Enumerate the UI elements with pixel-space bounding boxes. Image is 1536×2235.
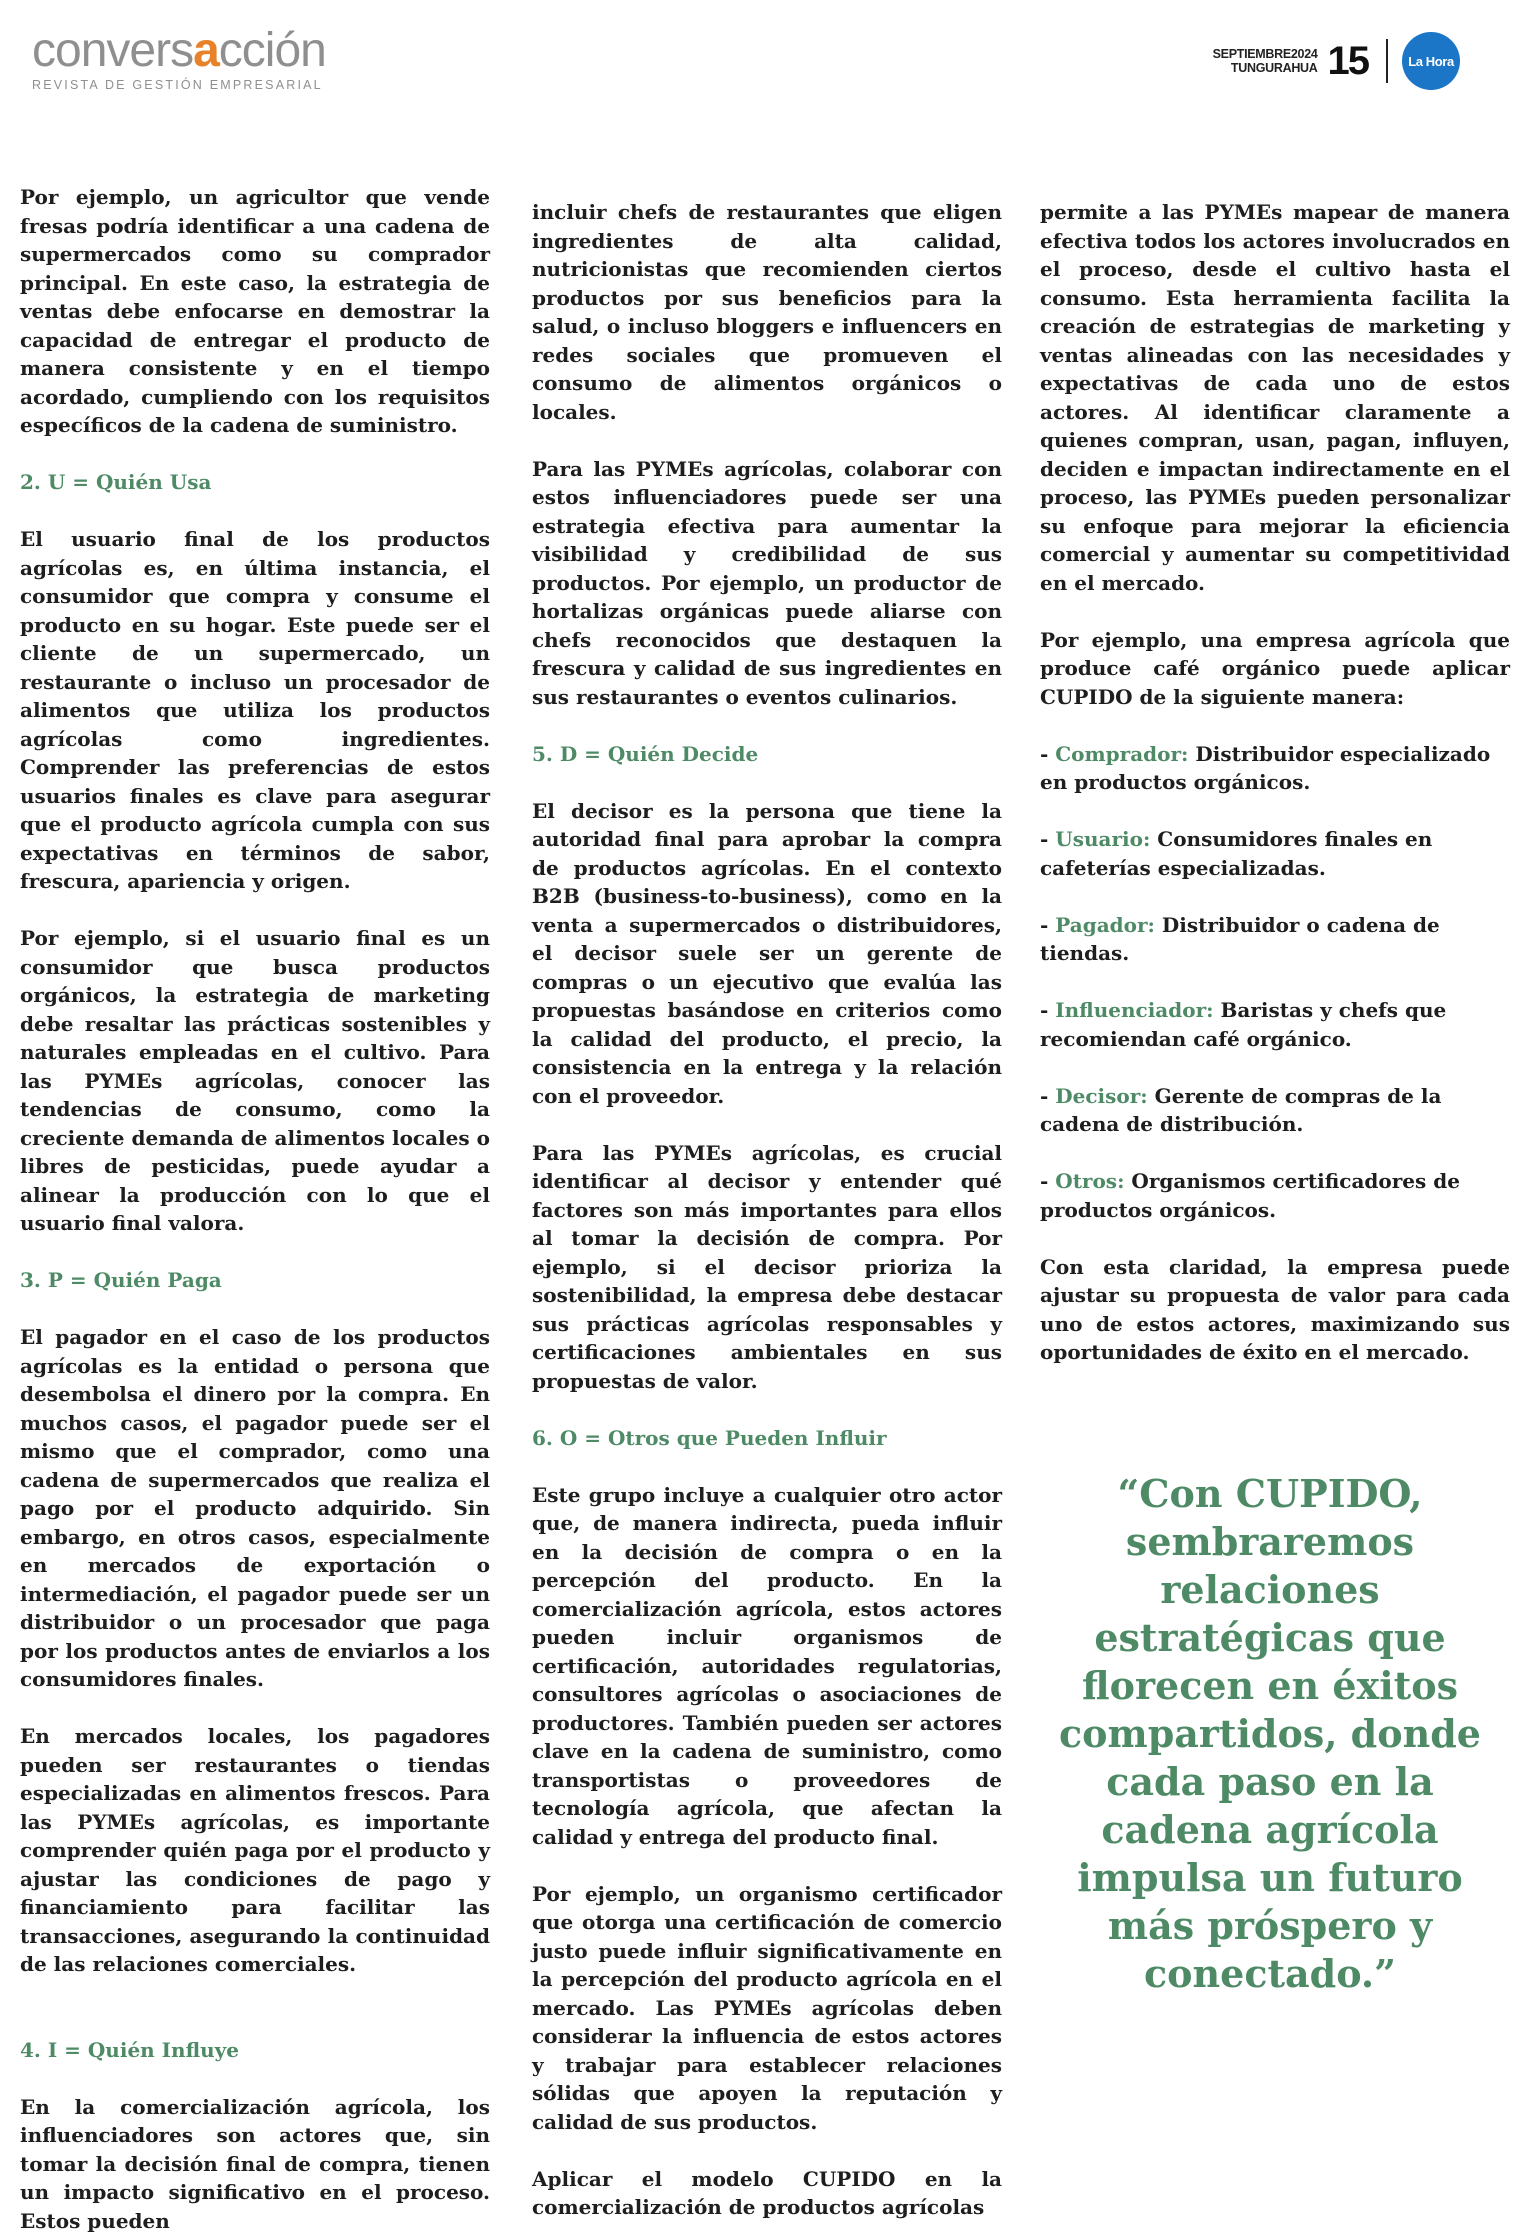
- logo-wordmark: conversacción: [32, 26, 326, 76]
- column-3: [1040, 198, 1510, 1367]
- paragraph: Aplicar el modelo CUPIDO en la comercialización de productos agrícolas: [532, 2165, 1002, 2222]
- list-item-decisor: - Decisor: Gerente de compras de la cadena de distribución.: [1040, 1082, 1510, 1139]
- paragraph: Por ejemplo, una empresa agrícola que produce café orgánico puede aplicar CUPIDO de la siguiente manera:: [1040, 626, 1510, 712]
- list-item-pagador: - Pagador: Distribuidor o cadena de tiendas.: [1040, 911, 1510, 968]
- issue-info: [1213, 32, 1460, 90]
- spacer: [20, 2007, 490, 2036]
- section-heading-quien-usa: 2. U = Quién Usa: [20, 468, 490, 497]
- paragraph: Para las PYMEs agrícolas, es crucial identificar al decisor y entender qué factores son más importantes para ellos al tomar la decisión de compra. Por ejemplo, si el decisor prioriza la sostenibilidad, la empresa debe destacar sus prácticas agrícolas responsables y certificaciones ambientales en sus propuestas de valor.: [532, 1139, 1002, 1396]
- paragraph: El pagador en el caso de los productos agrícolas es la entidad o persona que desembolsa el dinero por la compra. En muchos casos, el pagador puede ser el mismo que el comprador, como una cadena de supermercados que realiza el pago por el producto adquirido. Sin embargo, en otros casos, especialmente en mercados de exportación o intermediación, el pagador puede ser un distribuidor o un procesador que paga por los productos antes de enviarlos a los consumidores finales.: [20, 1323, 490, 1694]
- paragraph: incluir chefs de restaurantes que eligen ingredientes de alta calidad, nutricionistas que recomienden ciertos productos por sus beneficios para la salud, o incluso bloggers e influencers en redes sociales que promueven el consumo de alimentos orgánicos o locales.: [532, 198, 1002, 426]
- issue-text: [1213, 47, 1318, 75]
- section-heading-quien-influye: 4. I = Quién Influye: [20, 2036, 490, 2065]
- section-heading-otros: 6. O = Otros que Pueden Influir: [532, 1424, 1002, 1453]
- issue-date: SEPTIEMBRE2024: [1213, 47, 1318, 61]
- logo-subtitle: REVISTA DE GESTIÓN EMPRESARIAL: [32, 78, 326, 92]
- page-number: 15: [1328, 41, 1369, 81]
- paragraph: permite a las PYMEs mapear de manera efectiva todos los actores involucrados en el proceso, desde el cultivo hasta el consumo. Esta herramienta facilita la creación de estrategias de marketing y ventas alineadas con las necesidades y expectativas de cada uno de estos actores. Al identificar claramente a quienes compran, usan, pagan, influyen, deciden e impactan indirectamente en el proceso, las PYMEs pueden personalizar su enfoque para mejorar la eficiencia comercial y aumentar su competitividad en el mercado.: [1040, 198, 1510, 597]
- list-item-otros: - Otros: Organismos certificadores de productos orgánicos.: [1040, 1167, 1510, 1224]
- paragraph: En mercados locales, los pagadores pueden ser restaurantes o tiendas especializadas en alimentos frescos. Para las PYMEs agrícolas, es importante comprender quién paga por el producto y ajustar las condiciones de pago y financiamiento para facilitar las transacciones, asegurando la continuidad de las relaciones comerciales.: [20, 1722, 490, 1979]
- paragraph: Por ejemplo, un agricultor que vende fresas podría identificar a una cadena de supermercados como su comprador principal. En este caso, la estrategia de ventas debe enfocarse en demostrar la capacidad de entregar el producto de manera consistente y en el tiempo acordado, cumpliendo con los requisitos específicos de la cadena de suministro.: [20, 183, 490, 440]
- section-heading-quien-decide: 5. D = Quién Decide: [532, 740, 1002, 769]
- pull-quote: “Con CUPIDO, sembraremos relaciones estratégicas que florecen en éxitos compartidos, donde cada paso en la cadena agrícola impulsa un futuro más próspero y conectado.”: [1040, 1470, 1500, 1998]
- paragraph: En la comercialización agrícola, los influenciadores son actores que, sin tomar la decisión final de compra, tienen un impacto significativo en el proceso. Estos pueden: [20, 2093, 490, 2235]
- paragraph: Para las PYMEs agrícolas, colaborar con estos influenciadores puede ser una estrategia efectiva para aumentar la visibilidad y credibilidad de sus productos. Por ejemplo, un productor de hortalizas orgánicas puede aliarse con chefs reconocidos que destaquen la frescura y calidad de sus ingredientes en sus restaurantes o eventos culinarios.: [532, 455, 1002, 712]
- paragraph: Con esta claridad, la empresa puede ajustar su propuesta de valor para cada uno de estos actores, maximizando sus oportunidades de éxito en el mercado.: [1040, 1253, 1510, 1367]
- la-hora-logo: La Hora: [1402, 32, 1460, 90]
- issue-region: TUNGURAHUA: [1213, 61, 1318, 75]
- header-divider: [1386, 39, 1388, 83]
- list-item-usuario: - Usuario: Consumidores finales en cafeterías especializadas.: [1040, 825, 1510, 882]
- paragraph: Por ejemplo, un organismo certificador que otorga una certificación de comercio justo puede influir significativamente en la percepción del producto agrícola en el mercado. Las PYMEs agrícolas deben considerar la influencia de estos actores y trabajar para establecer relaciones sólidas que apoyen la reputación y calidad de sus productos.: [532, 1880, 1002, 2137]
- page-header: [0, 0, 1536, 120]
- list-item-comprador: - Comprador: Distribuidor especializado en productos orgánicos.: [1040, 740, 1510, 797]
- section-heading-quien-paga: 3. P = Quién Paga: [20, 1266, 490, 1295]
- column-1: [20, 183, 490, 2235]
- list-item-influenciador: - Influenciador: Baristas y chefs que recomiendan café orgánico.: [1040, 996, 1510, 1053]
- column-2: [532, 198, 1002, 2222]
- magazine-logo: [32, 26, 326, 92]
- paragraph: Por ejemplo, si el usuario final es un consumidor que busca productos orgánicos, la estrategia de marketing debe resaltar las prácticas sostenibles y naturales empleadas en el cultivo. Para las PYMEs agrícolas, conocer las tendencias de consumo, como la creciente demanda de alimentos locales o libres de pesticidas, puede ayudar a alinear la producción con lo que el usuario final valora.: [20, 924, 490, 1238]
- paragraph: Este grupo incluye a cualquier otro actor que, de manera indirecta, pueda influir en la decisión de compra o en la percepción del producto. En la comercialización agrícola, estos actores pueden incluir organismos de certificación, autoridades regulatorias, consultores agrícolas o asociaciones de productores. También pueden ser actores clave en la cadena de suministro, como transportistas o proveedores de tecnología agrícola, que afectan la calidad y entrega del producto final.: [532, 1481, 1002, 1852]
- paragraph: El usuario final de los productos agrícolas es, en última instancia, el consumidor que compra y consume el producto en su hogar. Este puede ser el cliente de un supermercado, un restaurante o incluso un procesador de alimentos que utiliza los productos agrícolas como ingredientes. Comprender las preferencias de estos usuarios finales es clave para asegurar que el producto agrícola cumpla con sus expectativas en términos de sabor, frescura, apariencia y origen.: [20, 525, 490, 896]
- paragraph: El decisor es la persona que tiene la autoridad final para aprobar la compra de productos agrícolas. En el contexto B2B (business-to-business), como en la venta a supermercados o distribuidores, el decisor suele ser un gerente de compras o un ejecutivo que evalúa las propuestas basándose en criterios como la calidad del producto, el precio, la consistencia en la entrega y la relación con el proveedor.: [532, 797, 1002, 1111]
